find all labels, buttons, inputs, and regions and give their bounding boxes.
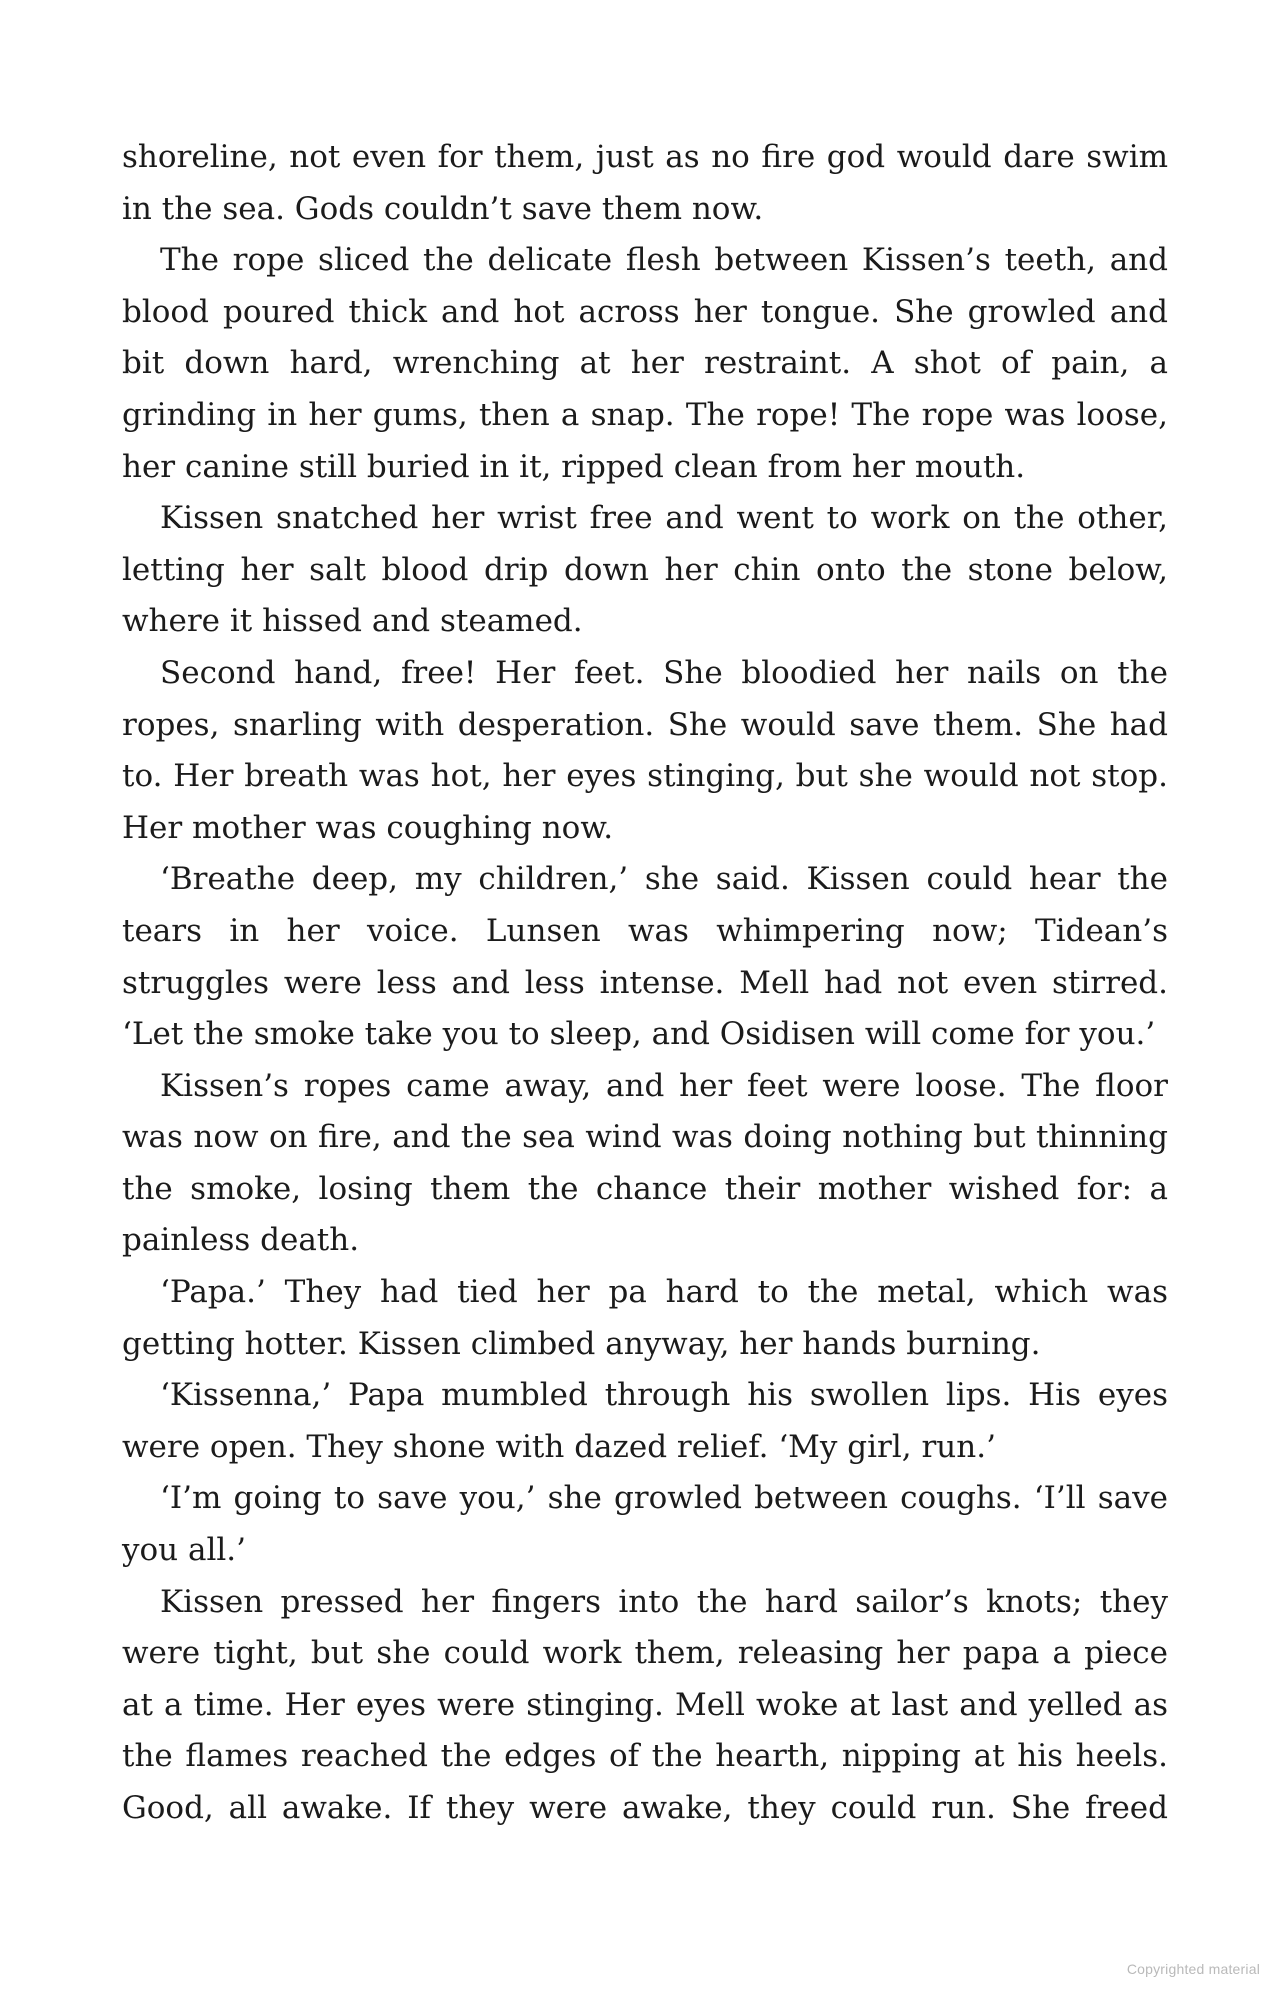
- paragraph-7: ‘Papa.’ They had tied her pa hard to the metal, which was getting hotter. Kissen climbed anyway, her hands burning.: [122, 1274, 1168, 1362]
- paragraph-4: Second hand, free! Her feet. She bloodied her nails on the ropes, snarling with desperation. She would save them. She had to. Her breath was hot, her eyes stinging, but she would not stop. Her mother was coughing now.: [122, 654, 1168, 846]
- paragraph-1: shoreline, not even for them, just as no fire god would dare swim in the sea. Gods couldn’t save them now.: [122, 139, 1168, 227]
- body-text: [122, 132, 1168, 1835]
- paragraph-8: ‘Kissenna,’ Papa mumbled through his swollen lips. His eyes were open. They shone with dazed relief. ‘My girl, run.’: [122, 1377, 1168, 1465]
- copyright-watermark: Copyrighted material: [1126, 1961, 1260, 1977]
- paragraph-2: The rope sliced the delicate flesh between Kissen’s teeth, and blood poured thick and hot across her tongue. She growled and bit down hard, wrenching at her restraint. A shot of pain, a grinding in her gums, then a snap. The rope! The rope was loose, her canine still buried in it, ripped clean from her mouth.: [122, 242, 1168, 485]
- paragraph-6: Kissen’s ropes came away, and her feet were loose. The floor was now on fire, and the sea wind was doing nothing but thinning the smoke, losing them the chance their mother wished for: a painless death.: [122, 1067, 1168, 1259]
- paragraph-9: ‘I’m going to save you,’ she growled between coughs. ‘I’ll save you all.’: [122, 1480, 1168, 1569]
- paragraph-3: Kissen snatched her wrist free and went to work on the other, letting her salt blood drip down her chin onto the stone below, where it hissed and steamed.: [122, 500, 1168, 640]
- paragraph-5: ‘Breathe deep, my children,’ she said. Kissen could hear the tears in her voice. Lunsen was whimpering now; Tidean’s struggles were less and less intense. Mell had not even stirred. ‘Let the smoke take you to sleep, and Osidisen will come for you.’: [122, 861, 1168, 1053]
- paragraph-10: Kissen pressed her fingers into the hard sailor’s knots; they were tight, but she could work them, releasing her papa a piece at a time. Her eyes were stinging. Mell woke at last and yelled as the flames reached the edges of the hearth, nipping at his heels. Good, all awake. If they were awake, they could run. She freed: [122, 1583, 1168, 1826]
